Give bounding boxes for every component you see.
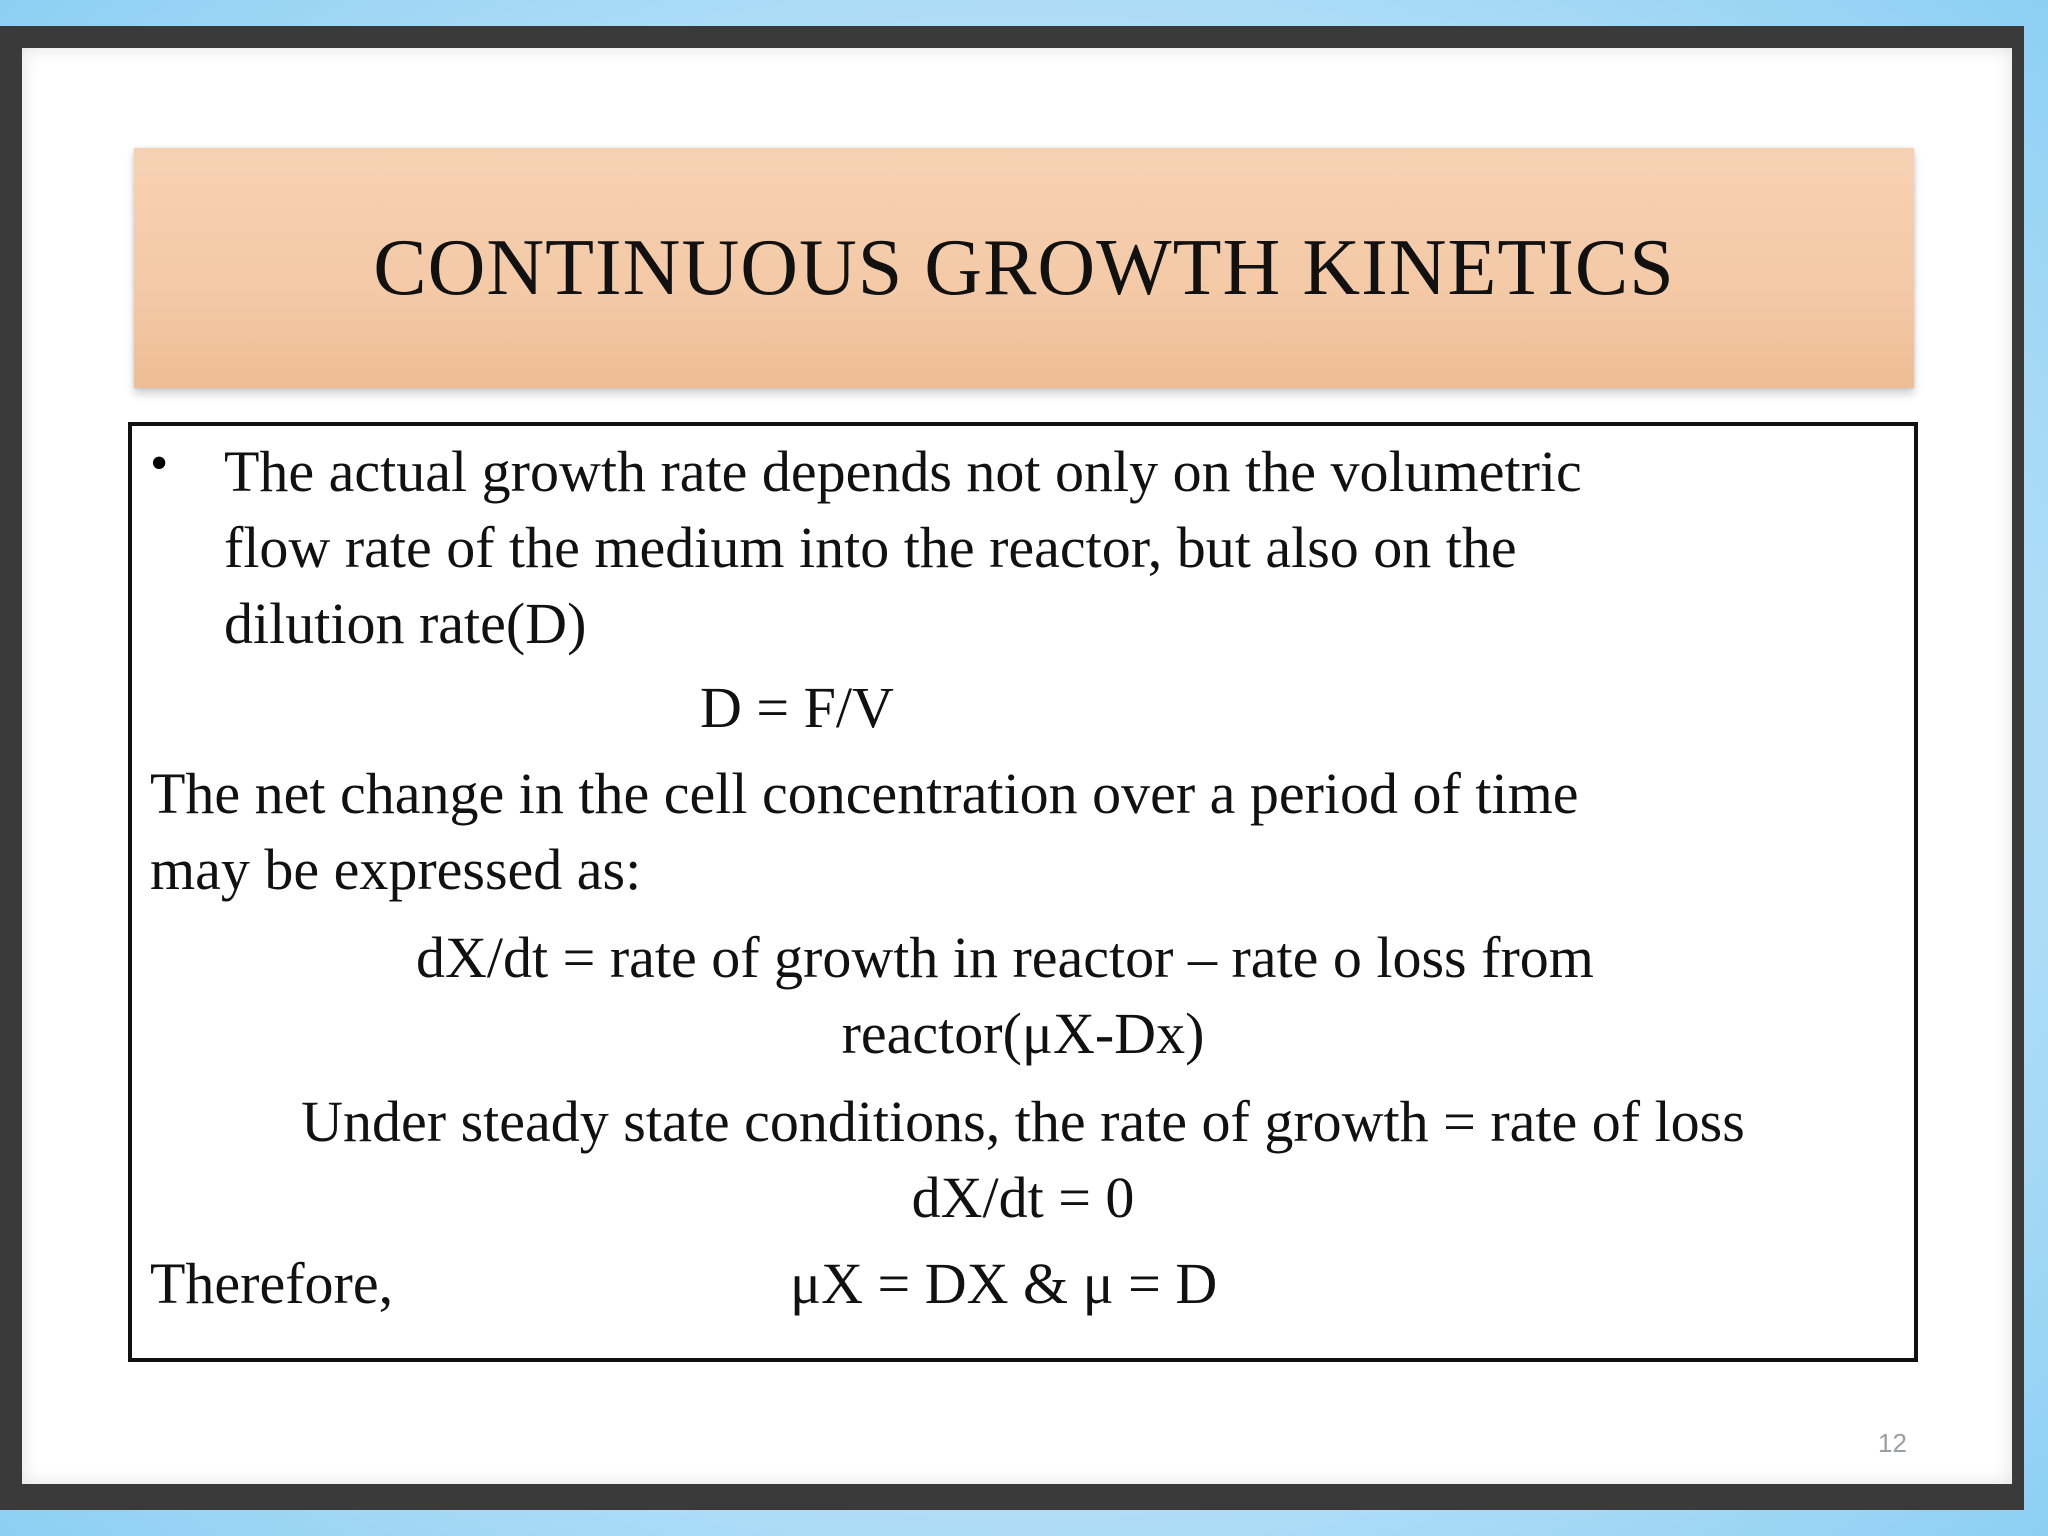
bullet-icon: • [150, 435, 169, 492]
content-box [128, 422, 1918, 1362]
bullet-line: The actual growth rate depends not only on the volumetric [224, 439, 1582, 504]
paragraph-line: may be expressed as: [150, 837, 642, 902]
page-number: 12 [1878, 1428, 1907, 1458]
paragraph-line: The net change in the cell concentration over a period of time [150, 761, 1579, 826]
equation-final: μX = DX & μ = D [790, 1251, 1218, 1316]
steady-state-text: Under steady state conditions, the rate of growth = rate of loss [301, 1089, 1745, 1154]
equation-net-change-line2: reactor(μX-Dx) [841, 1001, 1205, 1066]
therefore-label: Therefore, [150, 1251, 394, 1316]
slide-frame [0, 26, 2024, 1510]
equation-zero: dX/dt = 0 [911, 1165, 1135, 1230]
equation-net-change-line1: dX/dt = rate of growth in reactor – rate o loss from [416, 925, 1594, 990]
equation-dilution: D = F/V [700, 675, 894, 740]
slide-title: CONTINUOUS GROWTH KINETICS [373, 223, 1675, 312]
bullet-line: dilution rate(D) [224, 591, 587, 656]
bullet-line: flow rate of the medium into the reactor, but also on the [224, 515, 1517, 580]
title-banner [134, 148, 1914, 388]
slide [22, 48, 2012, 1484]
